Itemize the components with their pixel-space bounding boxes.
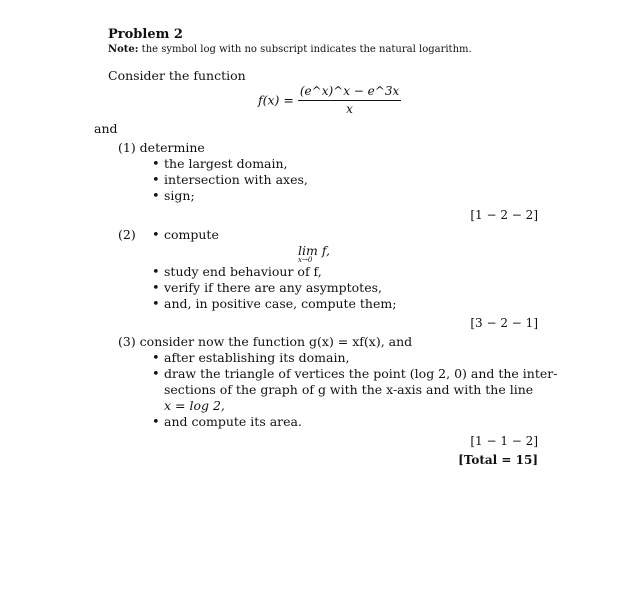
part2-bullet: • verify if there are any asymptotes,	[152, 280, 382, 296]
part3-score: [1 − 1 − 2]	[470, 434, 538, 448]
function-denominator: x	[346, 102, 353, 116]
function-numerator: (e^x)^x − e^3x	[298, 84, 401, 101]
limit-expression	[298, 243, 330, 264]
part3-bullet: • after establishing its domain,	[152, 350, 350, 366]
part3-continuation: x = log 2,	[164, 398, 225, 413]
part2-score: [3 − 2 − 1]	[470, 316, 538, 330]
part2-bullet: • study end behaviour of f,	[152, 264, 322, 280]
part2-bullet-compute: • compute	[152, 227, 219, 243]
part1-label: (1) determine	[118, 140, 205, 155]
part3-label: (3) consider now the function g(x) = xf(x), and	[118, 334, 413, 349]
function-definition	[258, 84, 401, 116]
note-label: Note:	[108, 44, 139, 55]
part1-bullet: • sign;	[152, 188, 195, 204]
connector-and: and	[94, 121, 118, 136]
total-score: [Total = 15]	[458, 453, 538, 467]
intro-text: Consider the function	[108, 68, 246, 83]
function-fraction	[298, 84, 401, 116]
part3-bullet-area: • and compute its area.	[152, 414, 302, 430]
part3-continuation: sections of the graph of g with the x-axis and with the line	[164, 382, 534, 397]
note	[108, 44, 472, 55]
limit-text: lim f,	[298, 243, 330, 258]
part1-score: [1 − 2 − 2]	[470, 208, 538, 222]
function-lhs: f(x) =	[258, 92, 294, 108]
note-text: the symbol log with no subscript indicates the natural logarithm.	[141, 44, 472, 55]
part2-label: (2)	[118, 227, 136, 242]
part1-bullet: • the largest domain,	[152, 156, 288, 172]
part2-bullet: • and, in positive case, compute them;	[152, 296, 396, 312]
part1-bullet: • intersection with axes,	[152, 172, 308, 188]
part3-bullet: • draw the triangle of vertices the point (log 2, 0) and the inter-	[152, 366, 557, 382]
limit-subscript: x→0	[298, 256, 313, 264]
problem-title: Problem 2	[108, 27, 183, 42]
